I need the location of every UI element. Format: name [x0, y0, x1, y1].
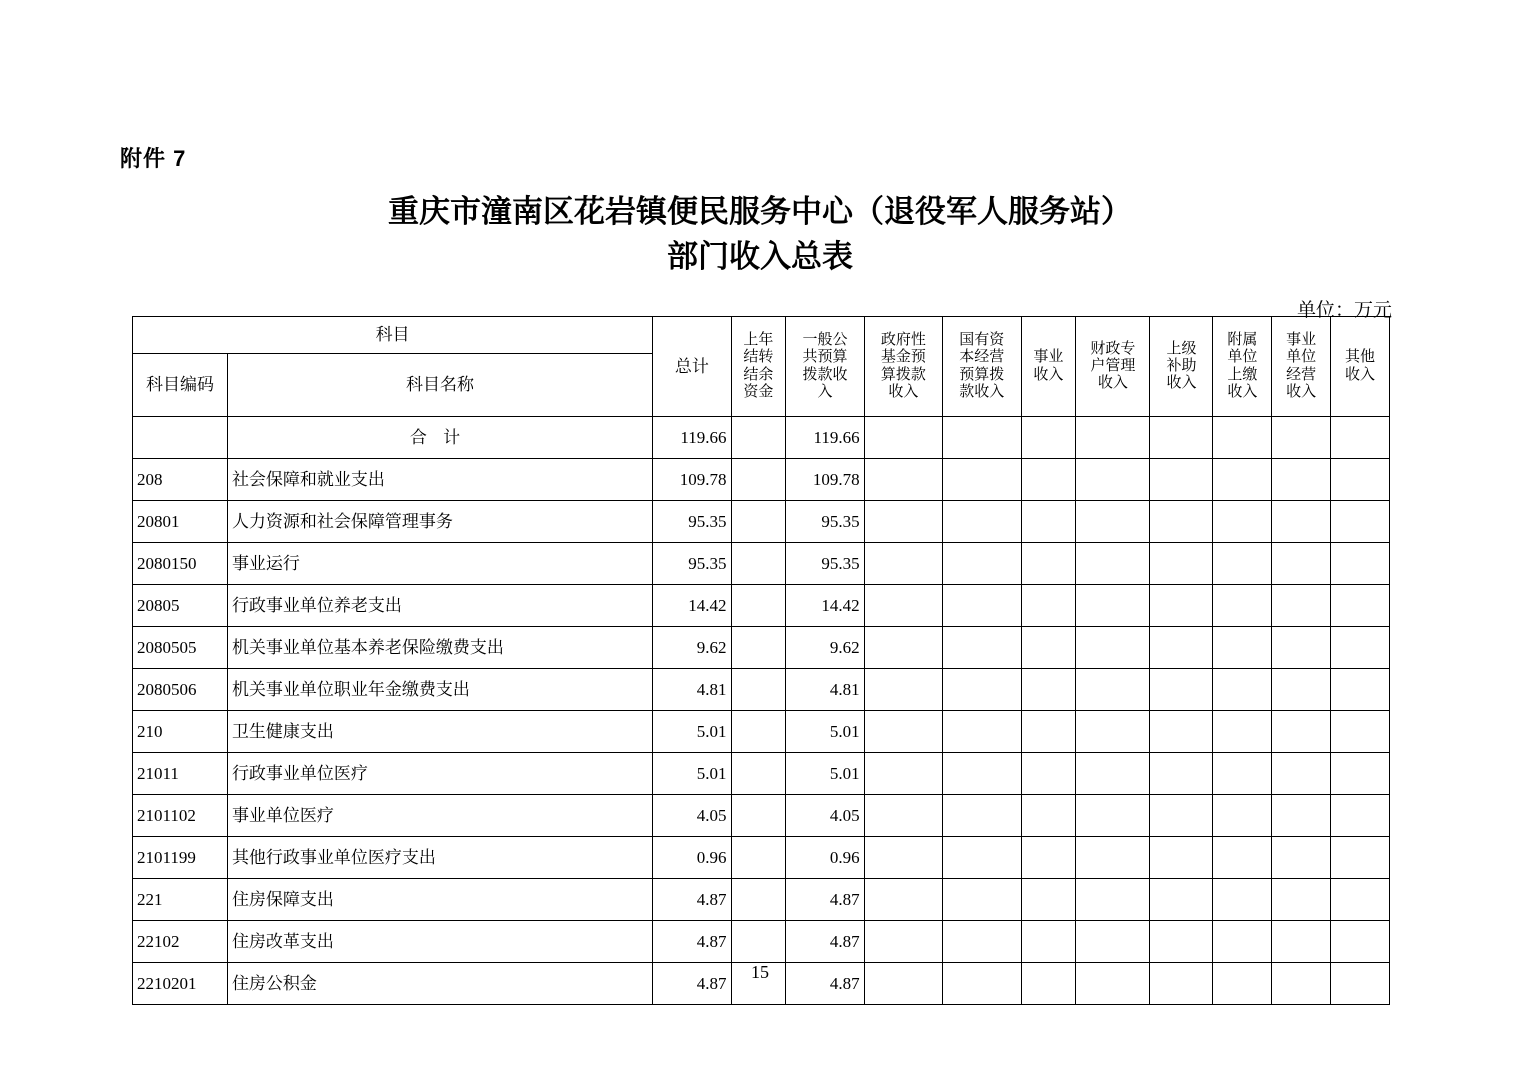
cell-total: 95.35 [653, 543, 731, 585]
cell-operating-income [1272, 585, 1331, 627]
cell-affiliate-paid [1213, 753, 1272, 795]
title-line-1: 重庆市潼南区花岩镇便民服务中心（退役军人服务站） [388, 194, 1132, 229]
header-special-account-l1: 财政专 [1090, 340, 1136, 357]
cell-operating-income [1272, 543, 1331, 585]
cell-special-account [1076, 837, 1150, 879]
cell-subject-code: 2101102 [133, 795, 228, 837]
cell-other-income [1331, 627, 1390, 669]
cell-other-income [1331, 585, 1390, 627]
header-superior-subsidy-l3: 收入 [1166, 375, 1197, 392]
cell-operating-income [1272, 417, 1331, 459]
cell-general-budget: 109.78 [786, 459, 864, 501]
header-general-budget-l1: 一般公 [802, 332, 848, 348]
cell-subject-name: 住房保障支出 [227, 879, 652, 921]
header-state-capital-l1: 国有资 [959, 332, 1005, 348]
cell-subject-name: 机关事业单位职业年金缴费支出 [227, 669, 652, 711]
cell-institution-income [1021, 417, 1076, 459]
cell-state-capital [943, 543, 1021, 585]
cell-special-account [1076, 459, 1150, 501]
cell-gov-fund [864, 669, 942, 711]
header-affiliate-paid-l3: 上缴 [1227, 366, 1258, 383]
cell-special-account [1076, 669, 1150, 711]
cell-other-income [1331, 879, 1390, 921]
header-affiliate-paid-l2: 单位 [1227, 349, 1258, 366]
cell-other-income [1331, 921, 1390, 963]
cell-subject-code: 21011 [133, 753, 228, 795]
cell-subject-code: 2080506 [133, 669, 228, 711]
cell-gov-fund [864, 543, 942, 585]
cell-subject-name: 卫生健康支出 [227, 711, 652, 753]
header-gov-fund-l2: 基金预 [880, 349, 926, 366]
cell-special-account [1076, 753, 1150, 795]
cell-affiliate-paid [1213, 417, 1272, 459]
header-group-subject: 科目 [133, 317, 653, 354]
cell-other-income [1331, 711, 1390, 753]
cell-state-capital [943, 879, 1021, 921]
cell-affiliate-paid [1213, 501, 1272, 543]
cell-general-budget: 4.87 [786, 963, 864, 1005]
cell-carryover [731, 711, 786, 753]
header-carryover-l4: 资金 [743, 383, 774, 400]
cell-operating-income [1272, 795, 1331, 837]
cell-subject-name: 社会保障和就业支出 [227, 459, 652, 501]
table-row [133, 543, 1390, 585]
header-operating-income [1272, 317, 1331, 417]
cell-total: 109.78 [653, 459, 731, 501]
header-general-budget-l4: 入 [817, 383, 833, 400]
cell-subject-code: 2080505 [133, 627, 228, 669]
cell-superior-subsidy [1150, 711, 1213, 753]
cell-total: 4.05 [653, 795, 731, 837]
cell-carryover [731, 627, 786, 669]
cell-carryover [731, 795, 786, 837]
header-special-account-l3: 收入 [1097, 375, 1128, 392]
cell-state-capital [943, 921, 1021, 963]
cell-superior-subsidy [1150, 921, 1213, 963]
cell-general-budget: 5.01 [786, 711, 864, 753]
cell-state-capital [943, 501, 1021, 543]
cell-institution-income [1021, 879, 1076, 921]
cell-carryover [731, 417, 786, 459]
cell-gov-fund [864, 921, 942, 963]
header-general-budget-l2: 共预算 [802, 349, 848, 366]
header-special-account [1076, 317, 1150, 417]
header-state-capital-l4: 款收入 [959, 383, 1005, 400]
page-number: 15 [751, 962, 769, 982]
cell-operating-income [1272, 669, 1331, 711]
cell-operating-income [1272, 837, 1331, 879]
cell-subject-name: 事业单位医疗 [227, 795, 652, 837]
header-institution-income-l2: 收入 [1033, 366, 1064, 383]
cell-superior-subsidy [1150, 669, 1213, 711]
cell-general-budget: 0.96 [786, 837, 864, 879]
cell-affiliate-paid [1213, 921, 1272, 963]
cell-institution-income [1021, 837, 1076, 879]
cell-special-account [1076, 795, 1150, 837]
cell-institution-income [1021, 795, 1076, 837]
cell-gov-fund [864, 753, 942, 795]
header-gov-fund-l3: 算拨款 [880, 366, 926, 383]
cell-subject-code: 2080150 [133, 543, 228, 585]
header-institution-income-l1: 事业 [1033, 349, 1064, 366]
table-row [133, 459, 1390, 501]
header-state-capital [943, 317, 1021, 417]
cell-carryover [731, 543, 786, 585]
cell-subject-name: 住房公积金 [227, 963, 652, 1005]
cell-carryover [731, 753, 786, 795]
header-affiliate-paid [1213, 317, 1272, 417]
cell-subject-name: 行政事业单位医疗 [227, 753, 652, 795]
cell-subject-code: 210 [133, 711, 228, 753]
cell-carryover [731, 501, 786, 543]
cell-special-account [1076, 711, 1150, 753]
cell-general-budget: 4.05 [786, 795, 864, 837]
cell-general-budget: 119.66 [786, 417, 864, 459]
cell-total: 119.66 [653, 417, 731, 459]
cell-other-income [1331, 543, 1390, 585]
cell-gov-fund [864, 585, 942, 627]
cell-superior-subsidy [1150, 627, 1213, 669]
header-operating-income-l3: 经营 [1286, 366, 1317, 383]
cell-other-income [1331, 753, 1390, 795]
table-header-row-top [133, 317, 1390, 354]
cell-institution-income [1021, 753, 1076, 795]
cell-special-account [1076, 543, 1150, 585]
cell-state-capital [943, 627, 1021, 669]
table-row [133, 879, 1390, 921]
cell-state-capital [943, 669, 1021, 711]
table-row [133, 501, 1390, 543]
cell-superior-subsidy [1150, 837, 1213, 879]
page-title [0, 190, 1520, 280]
cell-other-income [1331, 459, 1390, 501]
cell-institution-income [1021, 669, 1076, 711]
cell-special-account [1076, 879, 1150, 921]
header-other-income-l2: 收入 [1345, 366, 1376, 383]
table-row [133, 417, 1390, 459]
header-carryover-l2: 结转 [743, 349, 774, 366]
table-row [133, 795, 1390, 837]
cell-total: 14.42 [653, 585, 731, 627]
header-institution-income [1021, 317, 1076, 417]
cell-carryover [731, 669, 786, 711]
cell-general-budget: 95.35 [786, 543, 864, 585]
cell-general-budget: 9.62 [786, 627, 864, 669]
cell-total: 95.35 [653, 501, 731, 543]
cell-superior-subsidy [1150, 879, 1213, 921]
cell-special-account [1076, 585, 1150, 627]
title-line-2: 部门收入总表 [667, 238, 853, 274]
cell-operating-income [1272, 627, 1331, 669]
cell-institution-income [1021, 921, 1076, 963]
unit-note: 单位：万元 [1296, 300, 1392, 321]
cell-state-capital [943, 417, 1021, 459]
cell-general-budget: 5.01 [786, 753, 864, 795]
header-operating-income-l4: 收入 [1286, 383, 1317, 400]
cell-special-account [1076, 417, 1150, 459]
cell-total: 4.87 [653, 921, 731, 963]
cell-gov-fund [864, 627, 942, 669]
cell-gov-fund [864, 795, 942, 837]
cell-institution-income [1021, 459, 1076, 501]
header-carryover-l1: 上年 [743, 332, 774, 348]
cell-gov-fund [864, 879, 942, 921]
cell-total: 4.87 [653, 879, 731, 921]
cell-affiliate-paid [1213, 669, 1272, 711]
header-subject-code: 科目编码 [133, 354, 228, 417]
header-gov-fund [864, 317, 942, 417]
header-special-account-l2: 户管理 [1090, 357, 1136, 374]
cell-operating-income [1272, 921, 1331, 963]
cell-gov-fund [864, 459, 942, 501]
cell-subject-name: 行政事业单位养老支出 [227, 585, 652, 627]
header-subject-name: 科目名称 [227, 354, 652, 417]
cell-subject-name: 机关事业单位基本养老保险缴费支出 [227, 627, 652, 669]
cell-subject-name: 其他行政事业单位医疗支出 [227, 837, 652, 879]
cell-special-account [1076, 501, 1150, 543]
cell-carryover [731, 585, 786, 627]
cell-subject-name: 住房改革支出 [227, 921, 652, 963]
cell-affiliate-paid [1213, 459, 1272, 501]
header-other-income-l1: 其他 [1345, 349, 1376, 366]
cell-superior-subsidy [1150, 543, 1213, 585]
cell-total: 9.62 [653, 627, 731, 669]
cell-general-budget: 95.35 [786, 501, 864, 543]
table-row [133, 837, 1390, 879]
header-state-capital-l3: 预算拨 [959, 366, 1005, 383]
cell-operating-income [1272, 501, 1331, 543]
cell-institution-income [1021, 543, 1076, 585]
table-row [133, 669, 1390, 711]
cell-gov-fund [864, 501, 942, 543]
table-body [133, 417, 1390, 1005]
table-row [133, 753, 1390, 795]
cell-superior-subsidy [1150, 795, 1213, 837]
header-operating-income-l2: 单位 [1286, 349, 1317, 366]
cell-total: 5.01 [653, 711, 731, 753]
header-affiliate-paid-l4: 收入 [1227, 383, 1258, 400]
cell-state-capital [943, 795, 1021, 837]
cell-subject-name: 人力资源和社会保障管理事务 [227, 501, 652, 543]
cell-operating-income [1272, 711, 1331, 753]
cell-subject-name: 事业运行 [227, 543, 652, 585]
cell-state-capital [943, 711, 1021, 753]
header-gov-fund-l4: 收入 [888, 383, 919, 400]
header-superior-subsidy-l1: 上级 [1166, 340, 1197, 357]
cell-other-income [1331, 795, 1390, 837]
cell-superior-subsidy [1150, 585, 1213, 627]
header-total: 总计 [653, 317, 731, 417]
cell-general-budget: 4.87 [786, 879, 864, 921]
cell-subject-code: 221 [133, 879, 228, 921]
cell-state-capital [943, 459, 1021, 501]
cell-total: 4.87 [653, 963, 731, 1005]
attachment-label: 附件 7 [120, 146, 187, 171]
cell-gov-fund [864, 837, 942, 879]
cell-affiliate-paid [1213, 585, 1272, 627]
cell-other-income [1331, 669, 1390, 711]
cell-general-budget: 14.42 [786, 585, 864, 627]
cell-subject-code: 20801 [133, 501, 228, 543]
header-affiliate-paid-l1: 附属 [1227, 332, 1258, 348]
cell-operating-income [1272, 459, 1331, 501]
cell-total: 5.01 [653, 753, 731, 795]
cell-operating-income [1272, 753, 1331, 795]
cell-affiliate-paid [1213, 837, 1272, 879]
cell-carryover [731, 879, 786, 921]
header-superior-subsidy [1150, 317, 1213, 417]
cell-general-budget: 4.87 [786, 921, 864, 963]
cell-superior-subsidy [1150, 417, 1213, 459]
header-general-budget [786, 317, 864, 417]
cell-other-income [1331, 501, 1390, 543]
cell-operating-income [1272, 879, 1331, 921]
cell-total: 0.96 [653, 837, 731, 879]
cell-other-income [1331, 417, 1390, 459]
cell-superior-subsidy [1150, 501, 1213, 543]
cell-carryover [731, 459, 786, 501]
cell-subject-name: 合 计 [227, 417, 652, 459]
header-state-capital-l2: 本经营 [959, 349, 1005, 366]
cell-superior-subsidy [1150, 753, 1213, 795]
cell-institution-income [1021, 711, 1076, 753]
header-carryover [731, 317, 786, 417]
cell-carryover [731, 837, 786, 879]
cell-total: 4.81 [653, 669, 731, 711]
cell-gov-fund [864, 417, 942, 459]
cell-subject-code: 22102 [133, 921, 228, 963]
cell-subject-code: 20805 [133, 585, 228, 627]
table-row [133, 585, 1390, 627]
cell-subject-code: 2101199 [133, 837, 228, 879]
table-row [133, 921, 1390, 963]
cell-state-capital [943, 585, 1021, 627]
cell-affiliate-paid [1213, 795, 1272, 837]
cell-carryover [731, 921, 786, 963]
cell-state-capital [943, 753, 1021, 795]
cell-affiliate-paid [1213, 879, 1272, 921]
header-carryover-l3: 结余 [743, 366, 774, 383]
cell-general-budget: 4.81 [786, 669, 864, 711]
cell-state-capital [943, 837, 1021, 879]
cell-subject-code: 208 [133, 459, 228, 501]
table-row [133, 627, 1390, 669]
cell-gov-fund [864, 711, 942, 753]
cell-subject-code: 2210201 [133, 963, 228, 1005]
header-superior-subsidy-l2: 补助 [1166, 357, 1197, 374]
cell-superior-subsidy [1150, 459, 1213, 501]
cell-special-account [1076, 627, 1150, 669]
cell-affiliate-paid [1213, 543, 1272, 585]
cell-institution-income [1021, 627, 1076, 669]
cell-other-income [1331, 837, 1390, 879]
table-row [133, 711, 1390, 753]
header-operating-income-l1: 事业 [1286, 332, 1317, 348]
budget-income-table [132, 316, 1390, 1005]
cell-affiliate-paid [1213, 711, 1272, 753]
cell-special-account [1076, 921, 1150, 963]
header-general-budget-l3: 拨款收 [802, 366, 848, 383]
cell-subject-code [133, 417, 228, 459]
cell-institution-income [1021, 585, 1076, 627]
cell-institution-income [1021, 501, 1076, 543]
header-other-income [1331, 317, 1390, 417]
header-gov-fund-l1: 政府性 [880, 332, 926, 348]
cell-affiliate-paid [1213, 627, 1272, 669]
